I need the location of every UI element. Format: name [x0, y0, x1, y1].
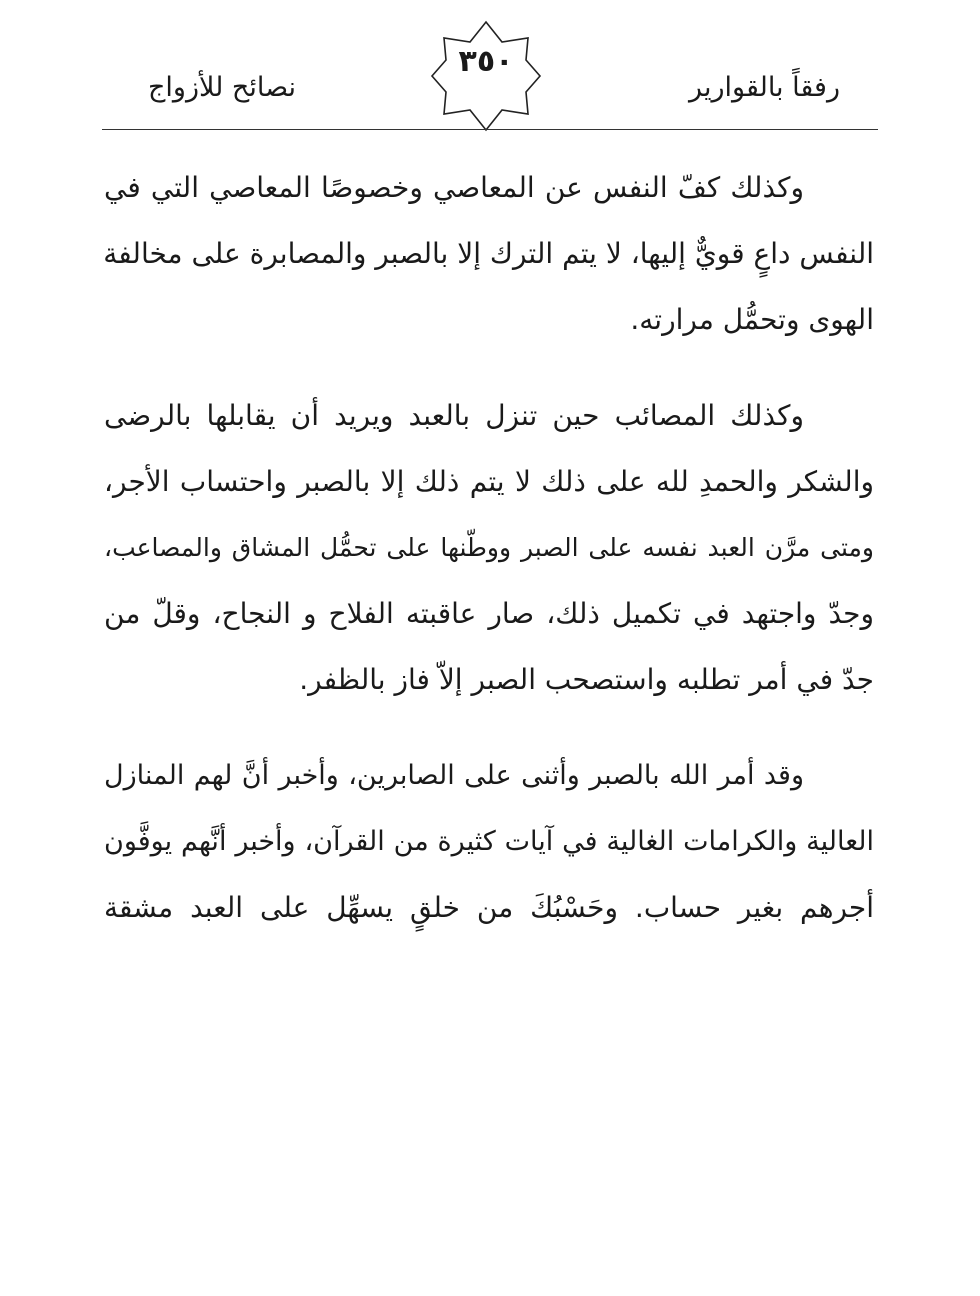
body-text	[104, 155, 874, 941]
text-line: وجدّ واجتهد في تكميل ذلك، صار عاقبته الفلاح و النجاح، وقلّ من	[104, 597, 874, 630]
paragraph	[104, 155, 874, 353]
running-title-book: رفقاً بالقوارير	[689, 72, 840, 103]
text-line: ومتى مرَّن العبد نفسه على الصبر ووطّنها على تحمُّل المشاق والمصاعب،	[104, 533, 874, 562]
paragraph	[104, 743, 874, 941]
page-header	[0, 0, 980, 140]
text-line: وكذلك المصائب حين تنزل بالعبد ويريد أن يقابلها بالرضى	[104, 399, 804, 432]
text-line: أجرهم بغير حساب. وحَسْبُكَ من خلقٍ يسهِّل على العبد مشقة	[104, 891, 874, 924]
text-line: وقد أمر الله بالصبر وأثنى على الصابرين، وأخبر أنَّ لهم المنازل	[104, 760, 804, 791]
text-line: جدّ في أمر تطلبه واستصحب الصبر إلاّ فاز بالظفر.	[299, 663, 874, 696]
text-line: وكذلك كفّ النفس عن المعاصي وخصوصًا المعاصي التي في	[104, 171, 804, 204]
page-number: ٣٥٠	[458, 44, 514, 79]
text-line: والشكر والحمدِ لله على ذلك لا يتم ذلك إلا بالصبر واحتساب الأجر،	[104, 465, 874, 498]
header-divider	[102, 129, 878, 130]
page-number-badge	[430, 20, 542, 132]
paragraph-spacer	[104, 713, 874, 743]
paragraph	[104, 383, 874, 713]
running-title-section: نصائح للأزواج	[148, 72, 297, 103]
text-line: العالية والكرامات الغالية في آيات كثيرة من القرآن، وأخبر أنَّهم يوفَّون	[104, 826, 874, 857]
text-line: الهوى وتحمُّل مرارته.	[630, 303, 874, 336]
text-line: النفس داعٍ قويٌّ إليها، لا يتم الترك إلا بالصبر والمصابرة على مخالفة	[103, 237, 874, 270]
paragraph-spacer	[104, 353, 874, 383]
